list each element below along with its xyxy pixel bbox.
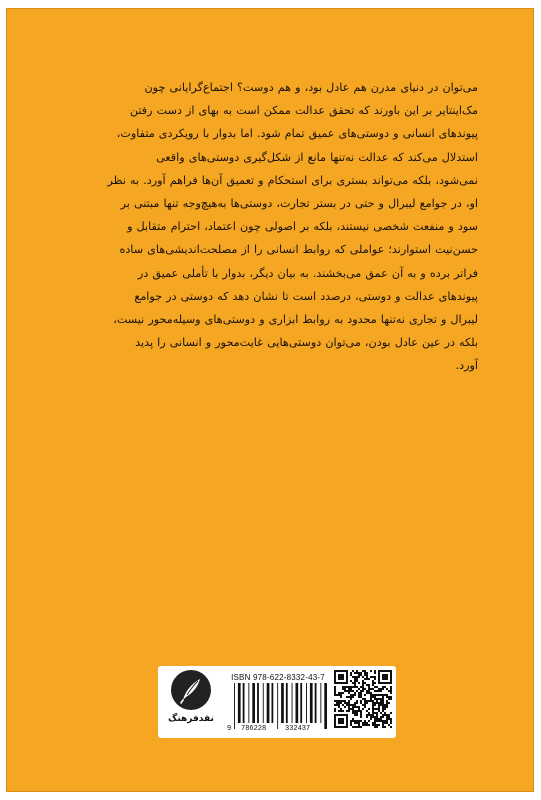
barcode-digits: [226, 725, 330, 734]
barcode-digit-lead: 9: [227, 725, 232, 733]
blurb-line: او، در جوامع لیبرال و حتی در بستر تجارت، دوستی‌ها به‌هیچ‌وجه تنها مبتنی بر: [120, 197, 478, 211]
blurb-line: پیوندهای عدالت و دوستی، درصدد است تا نشان دهد که دوستی در جوامع: [134, 289, 478, 303]
blurb-line: سود و منفعت شخصی نیستند، بلکه بر اصولی چون اعتماد، احترام متقابل و: [127, 220, 478, 234]
back-cover: [6, 8, 534, 792]
barcode-digits-left: 786228: [241, 725, 267, 733]
blurb-line: پیوندهای انسانی و دوستی‌های عمیق تمام شود. اما بدوار با رویکردی متفاوت،: [116, 127, 478, 141]
blurb-line: حسن‌نیت استوارند؛ عواملی که روابط انسانی را از مصلحت‌اندیشی‌های ساده: [119, 243, 478, 257]
feather-pen-icon: [171, 670, 211, 710]
blurb-line: نمی‌شود، بلکه می‌تواند بستری برای استحکام و تعمیق آن‌ها فراهم آورد. به نظر: [107, 173, 478, 187]
blurb-line: می‌توان در دنیای مدرن هم عادل بود، و هم دوست؟ اجتماع‌گرایانی چون: [144, 81, 478, 94]
isbn-barcode: [226, 672, 330, 734]
barcode-label: [158, 666, 396, 738]
qr-code-icon: [334, 670, 392, 728]
barcode-digits-right: 332437: [285, 725, 311, 733]
blurb-line: بلکه در عین عادل بودن، می‌توان دوستی‌هایی غایت‌محور و انسانی را پدید: [135, 336, 478, 350]
blurb-line: مک‌اینتایر بر این باورند که تحقق عدالت ممکن است به بهای از دست رفتن: [129, 104, 478, 118]
blurb-line: استدلال می‌کند که عدالت نه‌تنها مانع از شکل‌گیری دوستی‌های واقعی: [156, 150, 478, 164]
barcode-bars: [226, 683, 330, 729]
blurb-line: لیبرال و تجاری نه‌تنها محدود به روابط ابزاری و دوستی‌های وسیله‌محور نیست،: [113, 313, 478, 327]
blurb-line: آورد.: [455, 359, 478, 373]
isbn-number: ISBN 978-622-8332-43-7: [231, 673, 325, 682]
publisher-logo: [162, 666, 220, 738]
cover-blurb: [68, 76, 478, 378]
publisher-name: نقدفرهنگ: [168, 714, 214, 724]
blurb-line: فراتر برده و به آن عمق می‌بخشند. به بیان دیگر، بدوار با تأملی عمیق در: [137, 266, 478, 280]
